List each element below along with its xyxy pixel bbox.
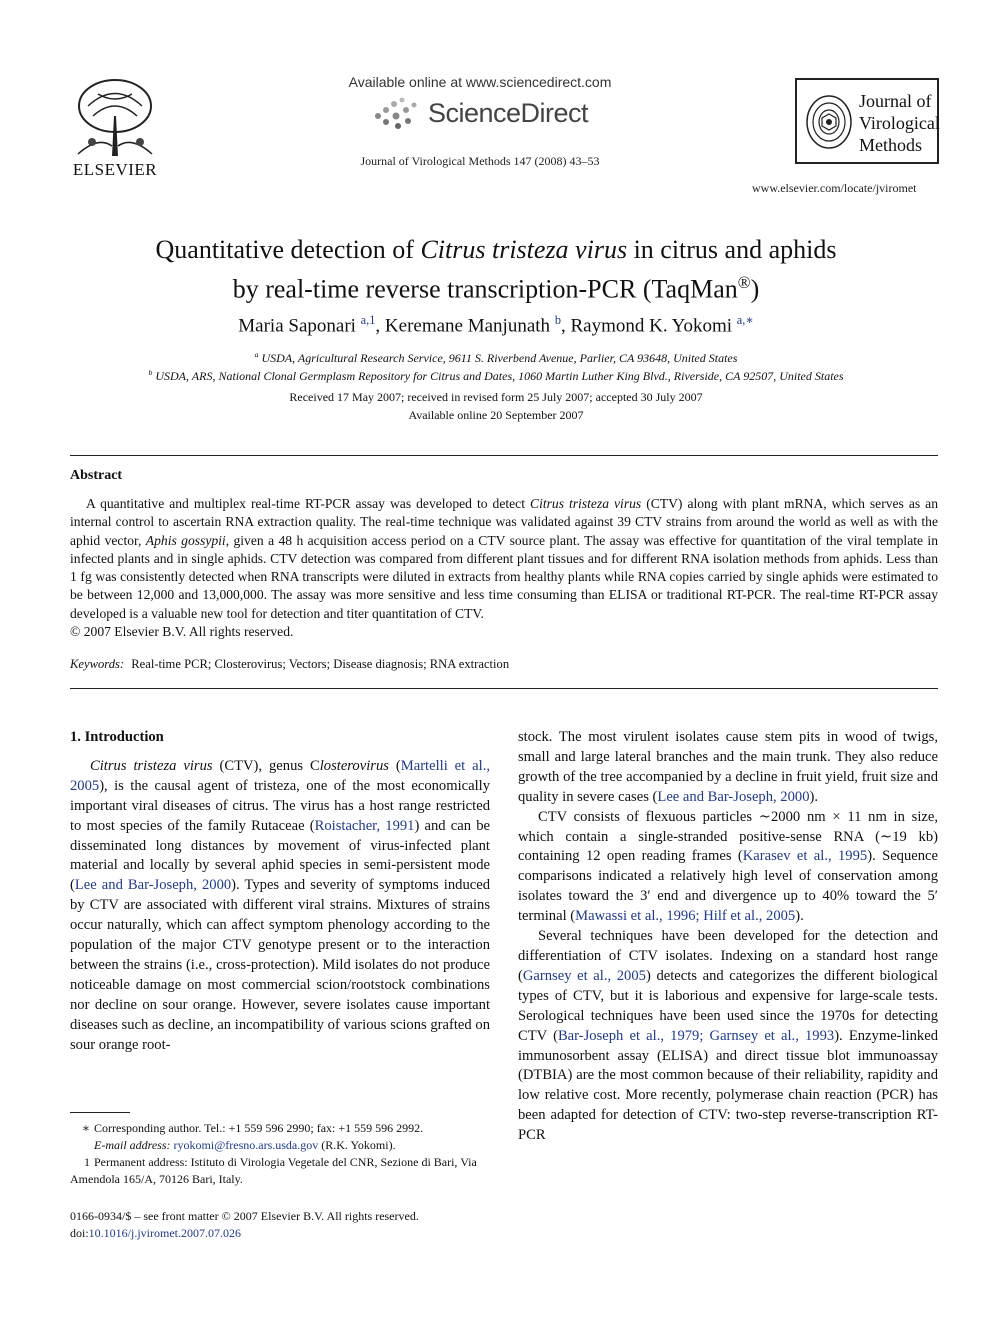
journal-name-line1: Journal of (859, 91, 932, 111)
author-affiliation-sup[interactable]: a,1 (360, 313, 376, 327)
keywords-label: Keywords: (70, 657, 125, 671)
affiliation-sup: b (148, 368, 153, 377)
journal-logo-box (795, 78, 939, 164)
text: ) detects and categorizes the different biological types of CTV, but it is laborious and expensive for large-scale tests. Serological techniques have been used since the 1970s for detecting CTV ( (518, 967, 938, 1044)
affiliation-text: USDA, ARS, National Clonal Germplasm Repository for Citrus and Dates, 1060 Martin Luther King Blvd., Riverside, CA 92507, United States (155, 369, 844, 383)
affiliation-text: USDA, Agricultural Research Service, 9611 S. Riverbend Avenue, Parlier, CA 93648, United States (261, 351, 738, 365)
issn-line: 0166-0934/$ – see front matter © 2007 Elsevier B.V. All rights reserved. (70, 1209, 419, 1223)
text: ). Enzyme-linked immunosorbent assay (ELISA) and direct tissue blot immunoassay (DTBIA) are the most common because of their reliability, rapidity and low relative cost. More recently, polymerase chain reaction (PCR) has been adapted for detection of CTV: two-step reverse-transcription RT-PCR (518, 1027, 939, 1144)
reference-link[interactable]: Lee and Bar-Joseph, 2000 (74, 877, 232, 894)
abstract-italic: Aphis gossypii (145, 532, 226, 548)
text: ). Sequence comparisons indicated a relatively high level of conservation among isolates toward the 3′ end and divergence up to 40% toward the 5′ terminal ( (518, 848, 938, 925)
keywords (70, 657, 509, 672)
journal-name-line3: Methods (859, 135, 922, 155)
abstract-text: A quantitative and multiplex real-time RT-PCR assay was developed to detect (86, 496, 530, 511)
reference-link[interactable]: Bar-Joseph et al., 1979; Garnsey et al., 1993 (557, 1027, 835, 1044)
reference-link[interactable]: Martelli et al., 2005 (70, 757, 490, 794)
text: ). Types and severity of symptoms induced by CTV are associated with different viral strains. Mixtures of strains occur naturally, which can affect symptom phenology according to the population of the major CTV genotype present or to the interaction between the strains (i.e., cross-protection). Mild isolates do not produce noticeable damage on most commercial scion/rootstock combinations nor decline on sour orange. However, severe isolates cause important diseases such as decline, an incompatibility of various scions grafted on sour orange root- (70, 877, 490, 1053)
title-registered-mark: ® (737, 273, 751, 292)
abstract-italic: Citrus tristeza virus (530, 496, 642, 511)
title-italic: Citrus tristeza virus (420, 235, 628, 264)
text: ( (388, 757, 401, 774)
reference-link[interactable]: Garnsey et al., 2005 (522, 967, 646, 984)
reference-link[interactable]: Karasev et al., 1995 (742, 848, 868, 865)
title-line-2: by real-time reverse transcription-PCR (TaqMan (232, 274, 738, 304)
abstract-body (70, 495, 938, 641)
sciencedirect-brand[interactable] (300, 96, 660, 130)
title-text-2: in citrus and aphids (627, 235, 837, 264)
affiliation-a (60, 350, 932, 366)
journal-citation: Journal of Virological Methods 147 (2008) 43–53 (360, 154, 600, 168)
email-label: E-mail address: (94, 1138, 171, 1152)
abstract-text: (CTV) along with plant mRNA, which serves as an internal control to ascertain RNA extraction quality. The real-time technique was validated against 39 CTV strains from around the world as well as with the aphid vector, (70, 496, 938, 548)
section-heading: 1. Introduction (70, 729, 164, 745)
email-link[interactable]: ryokomi@fresno.ars.usda.gov (173, 1138, 319, 1152)
copyright-notice: © 2007 Elsevier B.V. All rights reserved. (70, 624, 294, 640)
author-name: Raymond K. Yokomi (570, 315, 733, 337)
front-matter (70, 1208, 419, 1242)
author-affiliation-sup[interactable]: a,∗ (736, 313, 754, 327)
affiliation-b (60, 368, 932, 384)
sciencedirect-header (300, 74, 660, 169)
author-name: Keremane Manjunath (384, 315, 551, 337)
reference-link[interactable]: Lee and Bar-Joseph, 2000 (657, 788, 810, 805)
journal-name-line2: Virological (859, 113, 940, 133)
intro-paragraph-1-cont (518, 728, 938, 808)
publisher-name: ELSEVIER (72, 160, 158, 179)
footnote-text: Corresponding author. Tel.: +1 559 596 2990; fax: +1 559 596 2992. (94, 1121, 424, 1135)
footnote-permanent-address (70, 1154, 490, 1188)
abstract-text: , given a 48 h acquisition access period on a CTV source plant. The assay was effective for quantitation of the viral template in infected plants and in single aphids. CTV detection was compared from different plant tissues and for different RNA isolation methods from aphids. Less than 1 fg was consistently detected when RNA transcripts were diluted in extracts from healthy plants while RNA copies carried by single aphids were estimated to be between 12,000 and 13,000,000. The assay was more sensitive and less time consuming than ELISA or traditional RT-PCR. The real-time RT-PCR assay developed is a valuable new tool for detection and titer quantitation of CTV. (70, 532, 938, 621)
genus-name: losterovirus (319, 757, 389, 774)
reference-link[interactable]: Mawassi et al., 1996; Hilf et al., 2005 (575, 908, 796, 925)
sciencedirect-dots-icon (372, 96, 420, 130)
text: stock. The most virulent isolates cause stem pits in wood of twigs, small and large lateral branches and the main trunk. They also reduce growth of the tree accompanied by a decline in fruit yield, fruit size and quality in severe cases ( (518, 729, 938, 805)
keywords-text: Real-time PCR; Closterovirus; Vectors; Disease diagnosis; RNA extraction (131, 657, 510, 671)
text: ). (795, 908, 804, 925)
received-dates: Received 17 May 2007; received in revised form 25 July 2007; accepted 30 July 2007 (289, 390, 703, 404)
author-name: Maria Saponari (238, 315, 356, 337)
elsevier-logo (68, 76, 162, 178)
intro-paragraph-3 (518, 927, 938, 1146)
text: ), is the causal agent of tristeza, one of the most economically important viral diseases of citrus. The virus has a host range restricted to most species of the family Rutaceae ( (70, 777, 490, 834)
text: CTV consists of flexuous particles ∼2000 nm × 11 nm in size, which contain a single-stranded positive-sense RNA (∼19 kb) containing 12 open reading frames ( (518, 808, 938, 865)
affiliation-sup: a (254, 350, 259, 359)
journal-url[interactable]: www.elsevier.com/locate/jviromet (752, 181, 917, 195)
reference-link[interactable]: Roistacher, 1991 (314, 817, 415, 834)
journal-emblem-icon (803, 92, 855, 152)
abstract-heading: Abstract (70, 468, 123, 483)
species-name: Citrus tristeza virus (90, 757, 213, 774)
text: ). (809, 788, 819, 805)
title-close: ) (750, 274, 760, 304)
footnote-mark: ∗ (81, 1121, 90, 1135)
doi-label: doi: (70, 1226, 89, 1240)
intro-paragraph-2 (518, 808, 938, 927)
footnote-corresponding (70, 1120, 490, 1154)
footnote-text: Permanent address: Istituto di Virologia Vegetale del CNR, Sezione di Bari, Via Amendola 165/A, 70126 Bari, Italy. (70, 1155, 477, 1186)
article-title (60, 233, 932, 306)
author-list: Maria Saponari $^{a,1}$, Keremane Manjunath $^b$, Raymond K. Yokomi $^{a,∗}$ (238, 313, 754, 337)
footnote-rule (70, 1112, 130, 1113)
elsevier-tree-icon (68, 76, 162, 158)
intro-paragraph-1 (70, 757, 490, 1056)
footnote-mark: 1 (84, 1155, 90, 1169)
text: Several techniques have been developed for the detection and differentiation of CTV isolates. Indexing on a standard host range ( (518, 928, 938, 984)
text: (CTV), genus C (212, 757, 320, 774)
sciencedirect-wordmark: ScienceDirect (427, 97, 589, 128)
available-online-date: Available online 20 September 2007 (408, 408, 584, 422)
email-owner: (R.K. Yokomi). (321, 1138, 396, 1152)
available-online-text: Available online at www.sciencedirect.com (348, 74, 612, 90)
right-column (518, 728, 938, 1146)
divider (70, 455, 938, 456)
left-column (70, 728, 490, 1056)
text: ) and can be disseminated long distances by movement of virus-infected plant material and locally by several aphid species in semi-persistent mode ( (70, 817, 491, 894)
author-affiliation-sup[interactable]: b (554, 313, 561, 327)
doi-link[interactable]: 10.1016/j.jviromet.2007.07.026 (88, 1226, 241, 1240)
divider (70, 688, 938, 689)
title-text-1: Quantitative detection of (155, 235, 421, 264)
